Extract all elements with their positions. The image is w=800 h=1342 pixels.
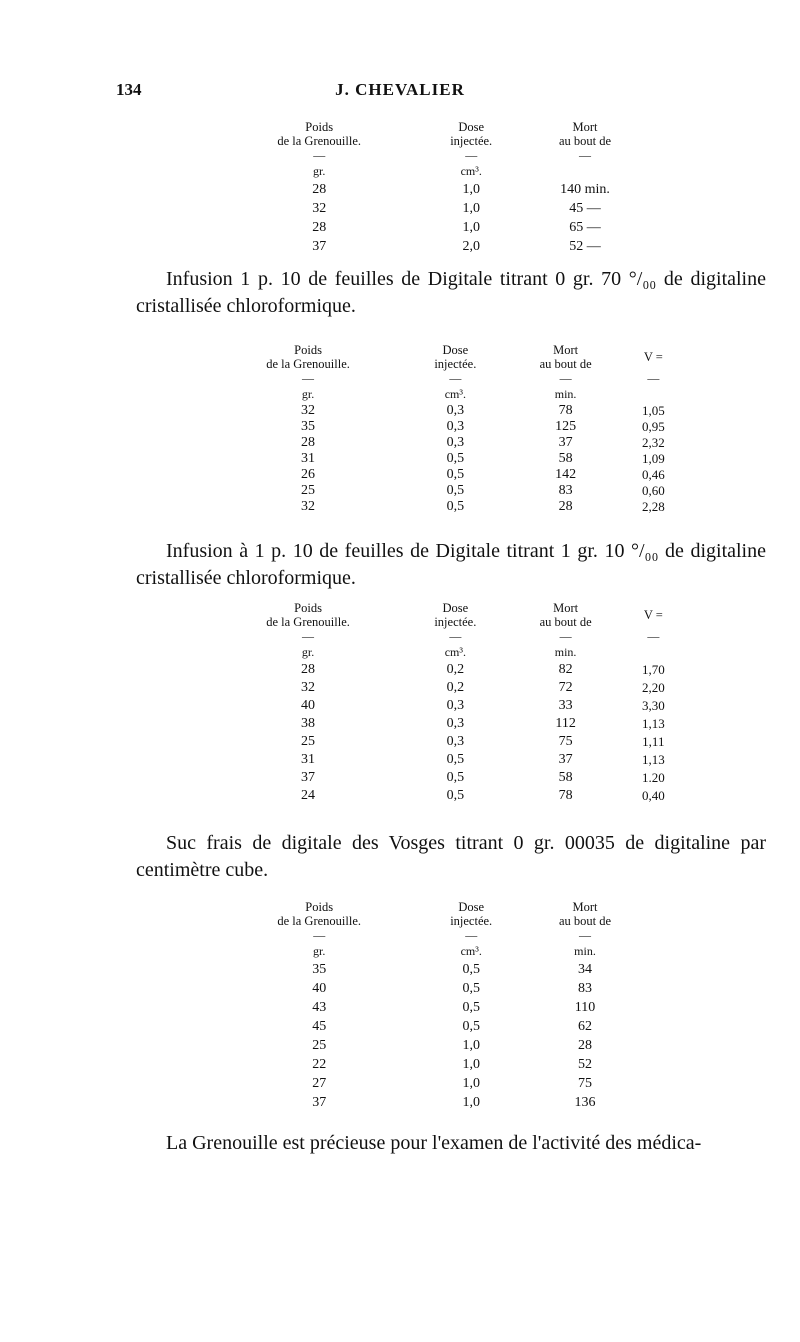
table-cell: 0,40: [641, 788, 665, 803]
table-cell: 45 —: [569, 201, 601, 216]
table-row: [210, 733, 680, 751]
table-cell: 0,46: [641, 467, 665, 482]
table-cell: 1,0: [462, 1057, 480, 1072]
table-cell: 1,0: [462, 1076, 480, 1091]
table-cell: 136: [574, 1095, 596, 1110]
table-cell: 25: [301, 483, 316, 498]
table-cell: 0,5: [462, 1019, 480, 1034]
table-cell: 3,30: [641, 698, 665, 713]
column-header: Mort au bout de: [558, 900, 612, 928]
table-cell: 32: [301, 499, 316, 514]
table-cell: 37: [312, 239, 327, 254]
table-cell: 0,5: [446, 451, 465, 466]
table-cell: 33: [558, 698, 573, 713]
table-cell: 35: [312, 962, 327, 977]
table-cell: 1,13: [641, 716, 665, 731]
column-rule: —: [449, 629, 462, 643]
table-row: [218, 180, 648, 199]
table-cell: 0,2: [446, 680, 465, 695]
table-cell: 34: [578, 962, 592, 977]
table-cell: 37: [301, 770, 316, 785]
table-cell: 0,5: [446, 752, 465, 767]
table-cell: 1,13: [641, 752, 665, 767]
unit-label: cm³.: [444, 645, 466, 659]
table-cell: 58: [558, 770, 573, 785]
table-cell: 58: [558, 451, 573, 466]
table-cell: 1.20: [641, 770, 665, 785]
column-header: Poids de la Grenouille.: [277, 120, 362, 148]
table-cell: 22: [312, 1057, 327, 1072]
table-cell: 75: [558, 734, 573, 749]
table-cell: 0,5: [446, 770, 465, 785]
table-cell: 52 —: [569, 239, 601, 254]
table-cell: 37: [558, 752, 573, 767]
unit-label: cm³.: [460, 944, 482, 958]
column-rule: —: [313, 928, 326, 942]
table-cell: 112: [555, 716, 576, 731]
table-cell: 38: [301, 716, 316, 731]
column-header: Poids de la Grenouille.: [277, 900, 362, 928]
table-cell: 32: [312, 201, 327, 216]
column-header: Poids de la Grenouille.: [266, 343, 350, 371]
table-cell: 28: [312, 220, 327, 235]
table-unit-row: [210, 643, 680, 661]
table-2: [210, 343, 680, 515]
table-cell: 37: [312, 1095, 327, 1110]
column-rule: —: [465, 928, 478, 942]
table-row: [210, 419, 680, 435]
table-cell: 0,5: [462, 981, 480, 996]
column-header: Dose injectée.: [450, 900, 493, 928]
table-cell: 142: [555, 467, 577, 482]
table-cell: 0,3: [446, 734, 465, 749]
table-cell: 0,5: [462, 962, 480, 977]
column-rule: —: [559, 629, 572, 643]
table-row: [218, 998, 648, 1017]
table-unit-row: [218, 162, 648, 180]
table-cell: 2,20: [641, 680, 665, 695]
table-cell: 0,3: [446, 403, 465, 418]
table-cell: 2,0: [462, 239, 480, 254]
table-cell: 24: [301, 788, 316, 803]
table-row: [210, 769, 680, 787]
column-rule: —: [313, 148, 326, 162]
table-header-row: [210, 343, 680, 371]
column-header: Dose injectée.: [434, 601, 477, 629]
table-cell: 31: [301, 752, 316, 767]
table-cell: 28: [312, 182, 327, 197]
table-unit-row: [218, 942, 648, 960]
table-cell: 0,3: [446, 698, 465, 713]
table-cell: 0,5: [446, 499, 465, 514]
table-unit-row: [210, 385, 680, 403]
table-cell: 1,0: [462, 182, 480, 197]
table-cell: 0,5: [446, 483, 465, 498]
paragraph-2: Infusion à 1 p. 10 de feuilles de Digitale titrant 1 gr. 10 °/₀₀ de digitaline cristallisée chloroformique.: [136, 540, 766, 589]
unit-label: cm³.: [444, 387, 466, 401]
table-cell: 1,11: [642, 734, 665, 749]
column-rule: —: [559, 371, 572, 385]
table-cell: 28: [301, 435, 316, 450]
column-header: V =: [643, 608, 663, 622]
column-rule: —: [465, 148, 478, 162]
column-rule: —: [579, 928, 591, 942]
table-cell: 1,0: [462, 220, 480, 235]
table-cell: 40: [312, 981, 327, 996]
table-cell: 32: [301, 680, 316, 695]
table-cell: 52: [578, 1057, 592, 1072]
table-cell: 125: [555, 419, 577, 434]
table-1: [218, 120, 648, 256]
table-cell: 28: [578, 1038, 592, 1053]
column-rule: —: [449, 371, 462, 385]
unit-label: gr.: [313, 164, 326, 178]
table-cell: 1,0: [462, 1038, 480, 1053]
table-cell: 28: [301, 662, 316, 677]
table-cell: 78: [558, 788, 573, 803]
table-4: [218, 900, 648, 1112]
table-cell: 83: [578, 981, 592, 996]
table-cell: 37: [558, 435, 573, 450]
unit-label: gr.: [301, 645, 315, 659]
table-dash-row: [210, 629, 680, 643]
table-row: [210, 435, 680, 451]
table-cell: 62: [578, 1019, 592, 1034]
table-cell: 78: [558, 403, 573, 418]
table-cell: 75: [578, 1076, 592, 1091]
table-cell: 27: [312, 1076, 327, 1091]
table-cell: 1,05: [641, 403, 665, 418]
unit-label: min.: [554, 645, 577, 659]
table-row: [218, 1036, 648, 1055]
table-cell: 28: [558, 499, 573, 514]
table-cell: 25: [301, 734, 316, 749]
table-cell: 65 —: [569, 220, 601, 235]
table-row: [210, 661, 680, 679]
table-cell: 25: [312, 1038, 327, 1053]
paragraph-3: Suc frais de digitale des Vosges titrant 0 gr. 00035 de digitaline par centimètre cube.: [136, 832, 766, 881]
table-cell: 0,3: [446, 435, 465, 450]
unit-label: gr.: [313, 944, 326, 958]
column-rule: —: [647, 371, 660, 385]
unit-label: [522, 162, 648, 180]
column-rule: —: [302, 371, 315, 385]
table-cell: 35: [301, 419, 316, 434]
table-dash-row: [218, 148, 648, 162]
table-cell: 1,70: [641, 662, 665, 677]
column-header: V =: [643, 350, 663, 364]
column-header: Mort au bout de: [558, 120, 612, 148]
table-cell: 0,3: [446, 419, 465, 434]
table-cell: 43: [312, 1000, 327, 1015]
page-number: 134: [116, 80, 142, 99]
table-cell: 2,32: [641, 435, 665, 450]
unit-label: cm³.: [460, 164, 482, 178]
table-cell: 1,0: [462, 201, 480, 216]
table-cell: 0,5: [446, 467, 465, 482]
paragraph-1: Infusion 1 p. 10 de feuilles de Digitale titrant 0 gr. 70 °/₀₀ de digitaline cristallisée chloroformique.: [136, 268, 766, 317]
table-row: [210, 679, 680, 697]
column-rule: —: [302, 629, 315, 643]
running-head: J. CHEVALIER: [335, 80, 465, 99]
table-cell: 31: [301, 451, 316, 466]
table-cell: 72: [558, 680, 573, 695]
table-cell: 0,60: [641, 483, 665, 498]
column-header: Dose injectée.: [450, 120, 493, 148]
column-header: Poids de la Grenouille.: [266, 601, 350, 629]
table-row: [218, 960, 648, 979]
table-row: [218, 1074, 648, 1093]
table-row: [210, 403, 680, 419]
table-row: [218, 199, 648, 218]
table-cell: 110: [574, 1000, 596, 1015]
table-row: [218, 979, 648, 998]
table-cell: 0,5: [446, 788, 465, 803]
table-row: [218, 1017, 648, 1036]
table-cell: 83: [558, 483, 573, 498]
table-header-row: [218, 120, 648, 148]
table-cell: 82: [558, 662, 573, 677]
table-row: [218, 237, 648, 256]
table-dash-row: [218, 928, 648, 942]
paragraph-4: La Grenouille est précieuse pour l'examen de l'activité des médica-: [166, 1132, 702, 1154]
unit-label: min.: [574, 944, 596, 958]
table-row: [210, 787, 680, 805]
unit-label: min.: [554, 387, 577, 401]
table-row: [210, 697, 680, 715]
table-cell: 32: [301, 403, 316, 418]
table-dash-row: [210, 371, 680, 385]
table-cell: 0,95: [641, 419, 665, 434]
table-cell: 45: [312, 1019, 327, 1034]
unit-label: [627, 643, 680, 661]
table-row: [218, 218, 648, 237]
column-rule: —: [579, 148, 591, 162]
table-cell: 0,3: [446, 716, 465, 731]
table-row: [210, 467, 680, 483]
table-row: [210, 451, 680, 467]
table-header-row: [218, 900, 648, 928]
table-row: [210, 751, 680, 769]
table-row: [210, 483, 680, 499]
table-row: [218, 1055, 648, 1074]
table-cell: 1,09: [641, 451, 665, 466]
table-cell: 0,2: [446, 662, 465, 677]
unit-label: gr.: [301, 387, 315, 401]
column-rule: —: [647, 629, 660, 643]
table-cell: 140 min.: [560, 182, 610, 197]
table-cell: 26: [301, 467, 316, 482]
table-row: [218, 1093, 648, 1112]
column-header: Mort au bout de: [539, 343, 592, 371]
table-cell: 40: [301, 698, 316, 713]
table-cell: 0,5: [462, 1000, 480, 1015]
table-cell: 1,0: [462, 1095, 480, 1110]
column-header: Mort au bout de: [539, 601, 592, 629]
table-row: [210, 499, 680, 515]
table-3: [210, 601, 680, 805]
table-row: [210, 715, 680, 733]
unit-label: [627, 385, 680, 403]
table-cell: 2,28: [641, 499, 665, 514]
table-header-row: [210, 601, 680, 629]
column-header: Dose injectée.: [434, 343, 477, 371]
